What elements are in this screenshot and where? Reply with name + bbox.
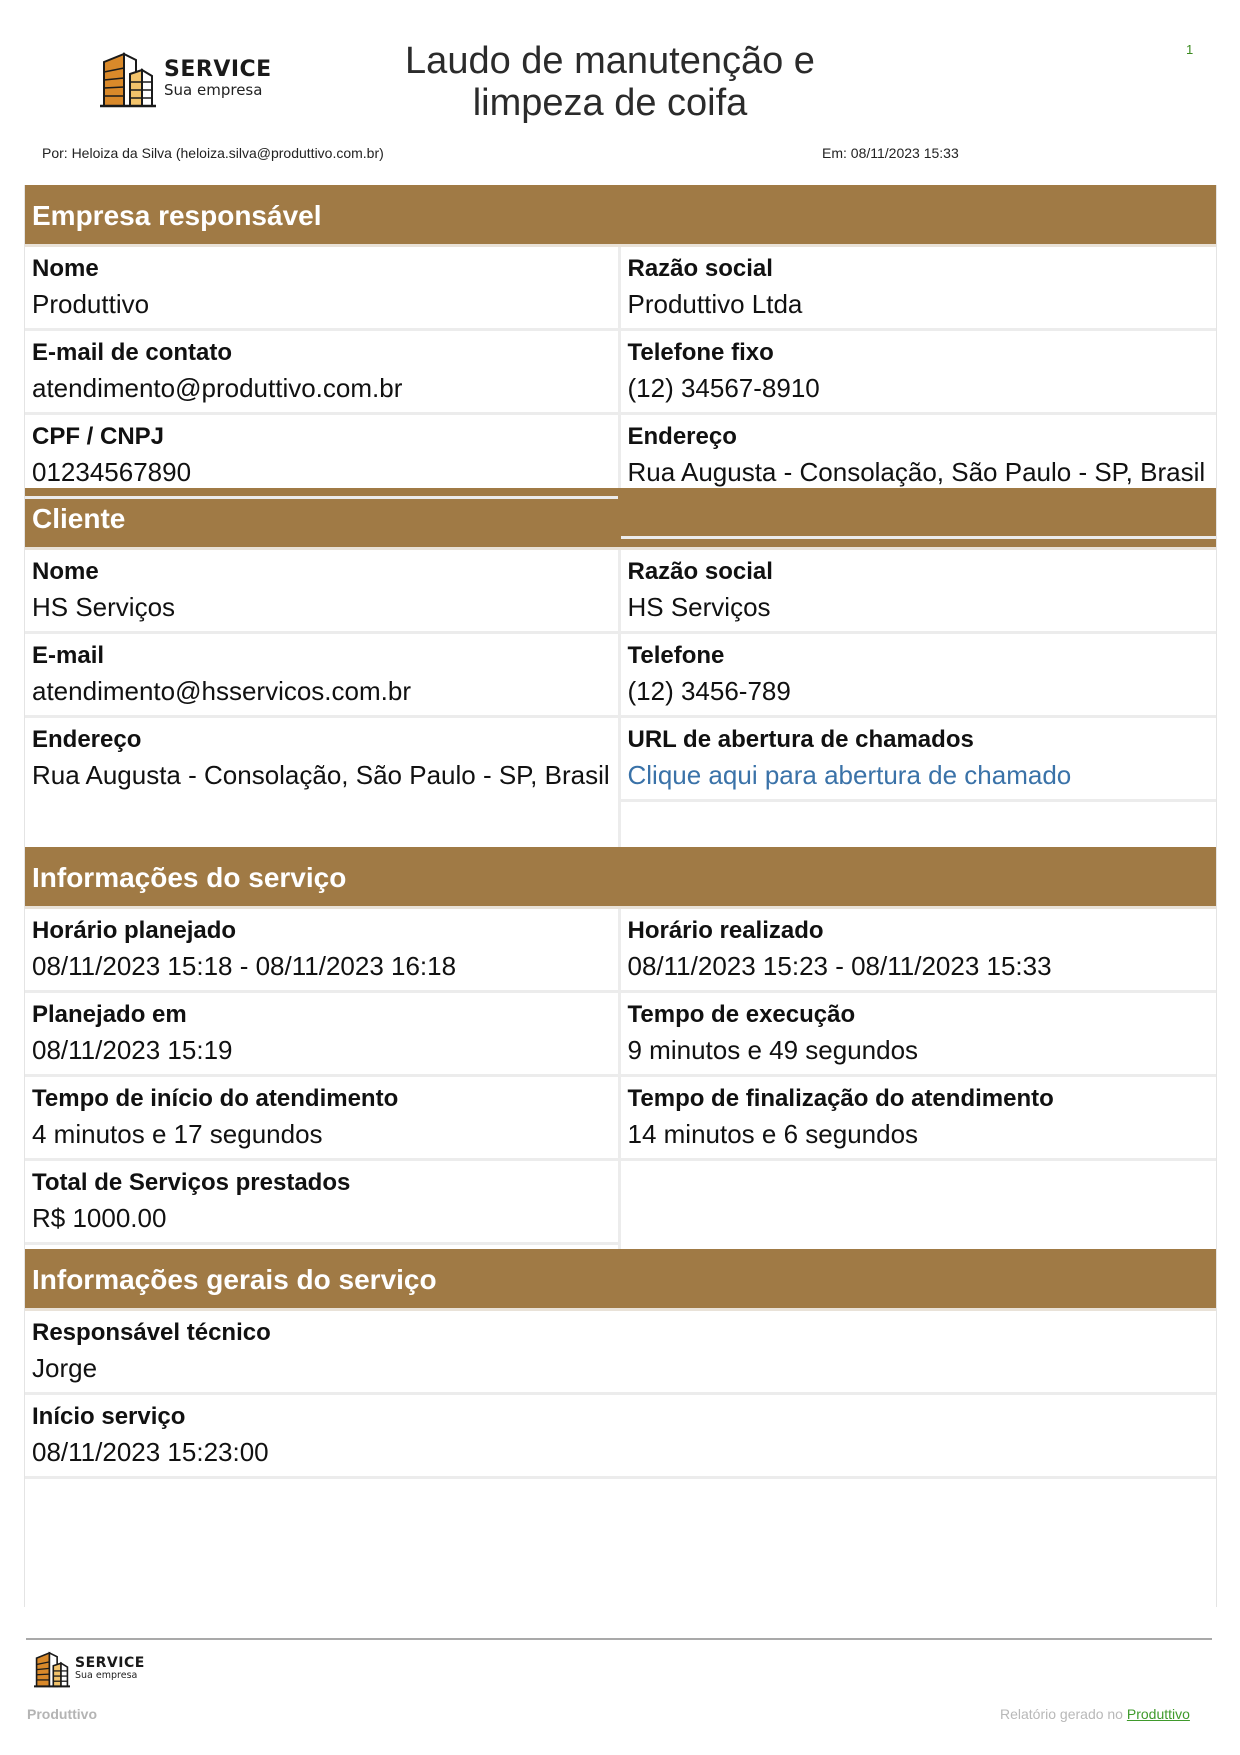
field-horario-planejado <box>25 909 618 993</box>
field-cliente-telefone <box>621 634 1217 718</box>
field-label: Razão social <box>627 558 773 585</box>
logo-tagline: Sua empresa <box>164 81 263 99</box>
field-empresa-endereco <box>621 415 1217 539</box>
generated-at: Em: 08/11/2023 15:33 <box>822 145 959 161</box>
field-empresa-nome <box>25 247 618 331</box>
page-number: 1 <box>1186 42 1194 57</box>
field-cliente-url-chamados <box>621 718 1217 802</box>
field-cliente-razao-social <box>621 550 1217 634</box>
field-label: Responsável técnico <box>32 1319 271 1346</box>
footer-logo-name: SERVICE <box>75 1655 145 1671</box>
field-value: HS Serviços <box>627 592 771 622</box>
field-planejado-em <box>25 993 618 1077</box>
field-label: Telefone fixo <box>627 339 774 366</box>
footer-generated-prefix: Relatório gerado no <box>1000 1706 1123 1722</box>
field-label: Razão social <box>627 255 773 282</box>
title-line-2: limpeza de coifa <box>472 82 748 124</box>
field-empresa-email <box>25 331 618 415</box>
section-header-gerais: Informações gerais do serviço <box>25 1249 1216 1311</box>
field-value: 08/11/2023 15:19 <box>32 1035 233 1065</box>
field-value: (12) 3456-789 <box>627 676 791 706</box>
field-horario-realizado <box>621 909 1217 993</box>
footer-logo-tagline: Sua empresa <box>75 1670 138 1681</box>
section-header-servico: Informações do serviço <box>25 847 1216 909</box>
footer-generated-by <box>1000 1706 1190 1722</box>
field-value: 01234567890 <box>32 457 192 487</box>
field-value: 08/11/2023 15:23:00 <box>32 1437 269 1467</box>
field-label: Nome <box>32 255 99 282</box>
servico-right-column <box>621 909 1217 1249</box>
field-tempo-execucao <box>621 993 1217 1077</box>
field-value: (12) 34567-8910 <box>627 373 820 403</box>
cliente-right-column <box>621 550 1217 847</box>
company-logo <box>100 50 272 108</box>
field-cliente-email <box>25 634 618 718</box>
footer-produttivo-link[interactable]: Produttivo <box>1126 1706 1190 1722</box>
empresa-grid <box>25 247 1216 488</box>
field-value: 14 minutos e 6 segundos <box>627 1119 919 1149</box>
field-value: 9 minutos e 49 segundos <box>627 1035 919 1065</box>
footer-brand: Produttivo <box>27 1706 97 1722</box>
field-value: HS Serviços <box>32 592 176 622</box>
field-value: Jorge <box>32 1353 98 1383</box>
footer-divider <box>26 1638 1212 1640</box>
report-body <box>24 185 1217 1607</box>
field-label: Início serviço <box>32 1403 186 1430</box>
document-title <box>360 40 860 124</box>
field-label: Tempo de início do atendimento <box>32 1085 399 1112</box>
field-label: E-mail de contato <box>32 339 233 366</box>
field-label: Horário realizado <box>627 917 824 944</box>
field-empresa-telefone <box>621 331 1217 415</box>
field-empresa-cpf-cnpj <box>25 415 618 499</box>
field-label: Horário planejado <box>32 917 237 944</box>
cliente-left-column <box>25 550 621 847</box>
cliente-grid <box>25 550 1216 847</box>
field-label: Planejado em <box>32 1001 187 1028</box>
field-value: Rua Augusta - Consolação, São Paulo - SP, Brasil <box>627 457 1206 487</box>
field-cliente-endereco <box>25 718 618 842</box>
field-label: CPF / CNPJ <box>32 423 165 450</box>
field-label: Tempo de execução <box>627 1001 856 1028</box>
author-line: Por: Heloiza da Silva (heloiza.silva@produttivo.com.br) <box>42 145 384 161</box>
field-empresa-razao-social <box>621 247 1217 331</box>
field-tempo-inicio <box>25 1077 618 1161</box>
field-total-servicos <box>25 1161 618 1245</box>
servico-left-column <box>25 909 621 1249</box>
field-value: atendimento@hsservicos.com.br <box>32 676 411 706</box>
building-icon <box>34 1650 70 1688</box>
field-value: 4 minutos e 17 segundos <box>32 1119 323 1149</box>
servico-grid <box>25 909 1216 1249</box>
field-cliente-nome <box>25 550 618 634</box>
field-label: Nome <box>32 558 99 585</box>
field-responsavel-tecnico <box>25 1311 1216 1395</box>
field-label: Endereço <box>627 423 737 450</box>
field-label: Tempo de finalização do atendimento <box>627 1085 1054 1112</box>
field-value: 08/11/2023 15:23 - 08/11/2023 15:33 <box>627 951 1052 981</box>
field-value: Produttivo <box>32 289 150 319</box>
section-header-cliente: Cliente <box>25 488 1216 550</box>
footer-logo <box>34 1650 145 1688</box>
building-icon <box>100 50 156 108</box>
field-value: R$ 1000.00 <box>32 1203 167 1233</box>
empresa-right-column <box>621 247 1217 488</box>
field-label: Endereço <box>32 726 142 753</box>
field-inicio-servico <box>25 1395 1216 1479</box>
title-line-1: Laudo de manutenção e <box>405 40 815 82</box>
field-label: Telefone <box>627 642 725 669</box>
gerais-list <box>25 1311 1216 1479</box>
field-label: Total de Serviços prestados <box>32 1169 351 1196</box>
open-ticket-link[interactable]: Clique aqui para abertura de chamado <box>627 760 1072 790</box>
logo-name: SERVICE <box>164 57 272 82</box>
field-label: E-mail <box>32 642 105 669</box>
section-header-empresa: Empresa responsável <box>25 185 1216 247</box>
field-value: 08/11/2023 15:18 - 08/11/2023 16:18 <box>32 951 457 981</box>
field-value: atendimento@produttivo.com.br <box>32 373 403 403</box>
field-label: URL de abertura de chamados <box>627 726 974 753</box>
field-value: Rua Augusta - Consolação, São Paulo - SP, Brasil <box>32 760 610 790</box>
empresa-left-column <box>25 247 621 488</box>
field-tempo-finalizacao <box>621 1077 1217 1161</box>
field-value: Produttivo Ltda <box>627 289 803 319</box>
